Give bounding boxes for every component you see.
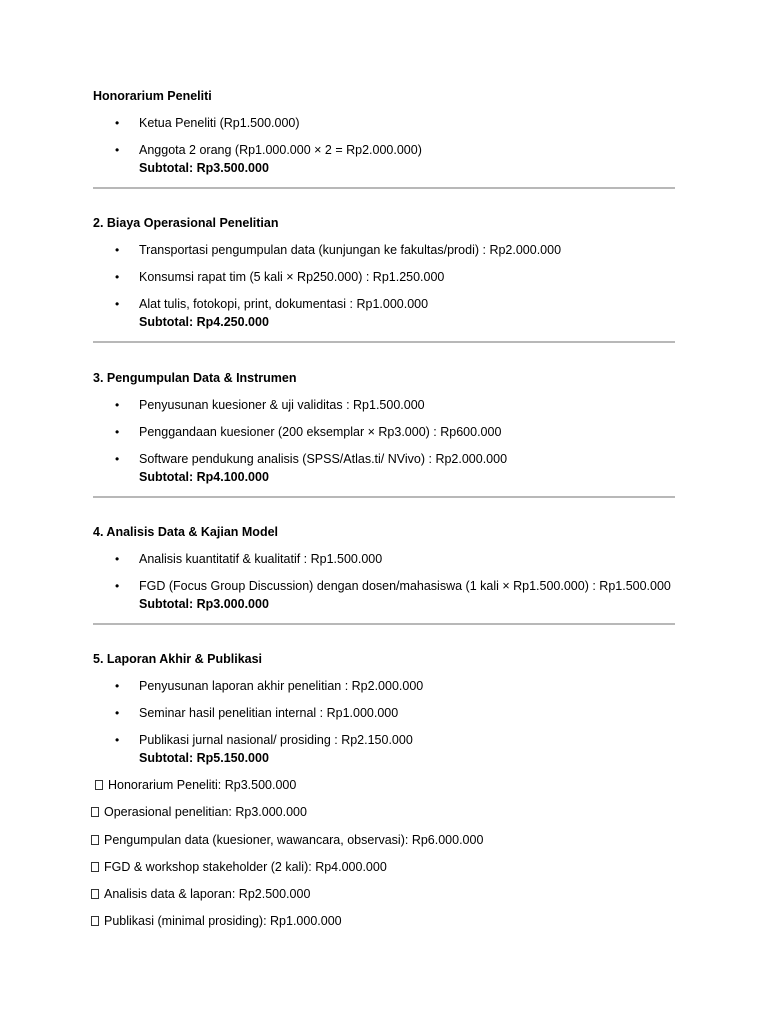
list-item: • Software pendukung analisis (SPSS/Atlas.ti/ NVivo) : Rp2.000.000 xyxy=(115,452,508,466)
list-item: • Ketua Peneliti (Rp1.500.000) xyxy=(115,116,300,130)
list-item: • Konsumsi rapat tim (5 kali × Rp250.000) : Rp1.250.000 xyxy=(115,270,445,284)
subtotal: Subtotal: Rp4.100.000 xyxy=(139,470,269,484)
subtotal: Subtotal: Rp3.000.000 xyxy=(139,597,269,611)
missing-glyph-icon xyxy=(91,889,99,899)
bullet-icon: • xyxy=(115,679,120,693)
section-heading: 2. Biaya Operasional Penelitian xyxy=(93,216,279,230)
list-item: • Seminar hasil penelitian internal : Rp1.000.000 xyxy=(115,706,399,720)
missing-glyph-icon xyxy=(91,916,99,926)
summary-item: Analisis data & laporan: Rp2.500.000 xyxy=(91,885,691,903)
summary-item: FGD & workshop stakeholder (2 kali): Rp4.000.000 xyxy=(91,858,691,876)
summary-item: Honorarium Peneliti: Rp3.500.000 xyxy=(91,776,691,794)
section-heading: 5. Laporan Akhir & Publikasi xyxy=(93,652,263,666)
section-heading: Honorarium Peneliti xyxy=(93,89,212,103)
section-heading: 3. Pengumpulan Data & Instrumen xyxy=(93,371,297,385)
section-honorarium xyxy=(93,87,675,189)
list-item: • Publikasi jurnal nasional/ prosiding : Rp2.150.000 xyxy=(115,733,413,747)
divider xyxy=(93,496,675,498)
list-item: • Anggota 2 orang (Rp1.000.000 × 2 = Rp2.000.000) xyxy=(115,143,422,157)
bullet-icon: • xyxy=(115,452,120,466)
section-heading: 4. Analisis Data & Kajian Model xyxy=(93,525,279,539)
list-item: • Penyusunan laporan akhir penelitian : Rp2.000.000 xyxy=(115,679,424,693)
bullet-icon: • xyxy=(115,297,120,311)
missing-glyph-icon xyxy=(95,780,103,790)
subtotal: Subtotal: Rp4.250.000 xyxy=(139,315,269,329)
list-item: • Penggandaan kuesioner (200 eksemplar × Rp3.000) : Rp600.000 xyxy=(115,425,502,439)
missing-glyph-icon xyxy=(91,862,99,872)
bullet-icon: • xyxy=(115,552,120,566)
bullet-icon: • xyxy=(115,398,120,412)
bullet-icon: • xyxy=(115,270,120,284)
bullet-icon: • xyxy=(115,116,120,130)
divider xyxy=(93,623,675,625)
section-operasional xyxy=(93,214,675,343)
subtotal: Subtotal: Rp5.150.000 xyxy=(139,751,269,765)
summary-list xyxy=(91,776,691,940)
summary-item: Pengumpulan data (kuesioner, wawancara, observasi): Rp6.000.000 xyxy=(91,831,691,849)
missing-glyph-icon xyxy=(91,835,99,845)
bullet-icon: • xyxy=(115,425,120,439)
list-item: • Transportasi pengumpulan data (kunjungan ke fakultas/prodi) : Rp2.000.000 xyxy=(115,243,562,257)
bullet-icon: • xyxy=(115,733,120,747)
summary-item: Operasional penelitian: Rp3.000.000 xyxy=(91,803,691,821)
list-item: • Penyusunan kuesioner & uji validitas : Rp1.500.000 xyxy=(115,398,425,412)
divider xyxy=(93,187,675,189)
bullet-icon: • xyxy=(115,579,120,593)
list-item: • Analisis kuantitatif & kualitatif : Rp1.500.000 xyxy=(115,552,383,566)
subtotal: Subtotal: Rp3.500.000 xyxy=(139,161,269,175)
list-item: • Alat tulis, fotokopi, print, dokumentasi : Rp1.000.000 xyxy=(115,297,429,311)
bullet-icon: • xyxy=(115,706,120,720)
summary-item: Publikasi (minimal prosiding): Rp1.000.000 xyxy=(91,912,691,930)
missing-glyph-icon xyxy=(91,807,99,817)
section-laporan-akhir xyxy=(93,650,675,767)
list-item: • FGD (Focus Group Discussion) dengan dosen/mahasiswa (1 kali × Rp1.500.000) : Rp1.500.000 xyxy=(115,579,671,593)
section-pengumpulan-data xyxy=(93,369,675,498)
bullet-icon: • xyxy=(115,243,120,257)
section-analisis-data xyxy=(93,523,675,625)
bullet-icon: • xyxy=(115,143,120,157)
divider xyxy=(93,341,675,343)
